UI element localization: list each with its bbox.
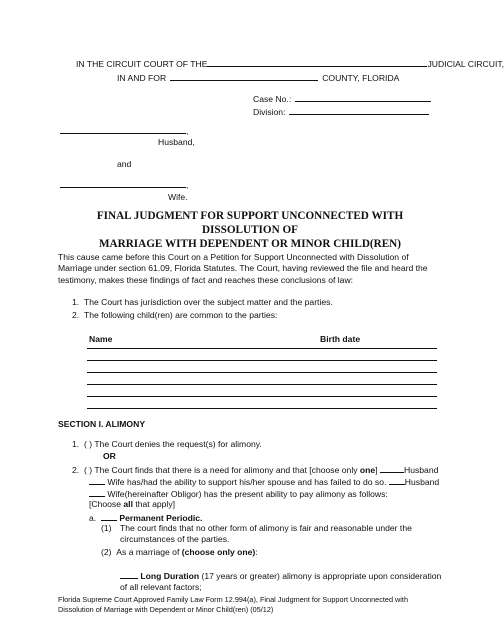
- wife-label: Wife.: [168, 192, 188, 202]
- subitem-1-text: The court finds that no other form of alimony is fair and reasonable under the circumstances of the parties.: [120, 523, 412, 545]
- wife-name-line[interactable]: [60, 187, 186, 188]
- document-title: FINAL JUDGMENT FOR SUPPORT UNCONNECTED WITH DISSOLUTION OF MARRIAGE WITH DEPENDENT OR MINOR CHILD(REN): [96, 210, 404, 250]
- alimony-denied-checkbox[interactable]: ( ): [83, 439, 93, 449]
- intro-paragraph: This cause came before this Court on a Petition for Support Unconnected with Dissolution of Marriage under section 61.09, Florida Statutes. The Court, having reviewed the file and heard the testimony, makes these findings of fact and reaches these conclusions of law:: [58, 252, 428, 285]
- husband-choice-blank[interactable]: [380, 463, 404, 473]
- child-row-line[interactable]: [87, 348, 437, 349]
- judicial-circuit-blank[interactable]: [207, 57, 427, 67]
- alimony-item-1: 1. ( ) The Court denies the request(s) for alimony.: [72, 439, 262, 449]
- wife-choice-blank[interactable]: [89, 475, 105, 485]
- division-row: Division:: [253, 105, 429, 117]
- child-row-line[interactable]: [87, 396, 437, 397]
- finding-2: 2. The following child(ren) are common to the parties:: [72, 310, 278, 320]
- husband-label: Husband,: [158, 137, 195, 147]
- form-page: IN THE CIRCUIT COURT OF THE JUDICIAL CIRCUIT, IN AND FOR COUNTY, FLORIDA Case No.: Division: , Husband, and , Wife. FINAL JUDGMENT FOR SUPPORT UNCONNECTED WITH DISSOLUTION OF MARRIAGE WITH DEPENDENT OR MINOR CHILD(REN) This cause came before this Court on a Petition for Support Unconnected with Dissolution of Marriage under section 61.09, Florida Statutes. The Court, having reviewed the file and heard the testimony, makes these findings of fact and reaches these conclusions of law: 1. The Court has jurisdiction over the subject matter and the parties. 2. The following child(ren) are common to the parties: Name Birth date SECTION I. ALIMONY 1. ( ) The Court denies the request(s) for alimony. OR 2. ( ) The Court finds that there is a need for alimony and that [choose only one] Husband Wife has/had the ability to support his/her spouse and has failed to do so. Husband Wife(hereinafter Obligor) has the present ability to pay alimony as follows: [Choose all that apply] a. Permanent Periodic. (1) The court finds that no other form of alimony is fair and reasonable under the circumstances of the parties. (2) As a marriage of (choose only one): Long Duration (17 years or greater) alimony is appropriate upon consideration of all relevant factors; Florida Supreme Court Approved Family Law Form 12.994(a), Final Judgment for Support Unconnected with Dissolution of Marriage with Dependent or Minor Child(ren) (05/12): [58, 59, 504, 614]
- division-field[interactable]: [289, 105, 429, 115]
- subitem-2: (2) As a marriage of (choose only one):: [101, 547, 258, 557]
- long-duration-option: Long Duration (17 years or greater) alimony is appropriate upon consideration of all relevant factors;: [120, 571, 442, 593]
- obligor-husband-blank[interactable]: [389, 475, 405, 485]
- alimony-item-2-line3: Wife(hereinafter Obligor) has the present ability to pay alimony as follows:: [89, 487, 388, 499]
- permanent-periodic-option: a. Permanent Periodic.: [89, 513, 203, 523]
- child-row-line[interactable]: [87, 360, 437, 361]
- child-row-line[interactable]: [87, 408, 437, 409]
- finding-1: 1. The Court has jurisdiction over the subject matter and the parties.: [72, 297, 333, 307]
- court-caption-line1: IN THE CIRCUIT COURT OF THE JUDICIAL CIRCUIT,: [76, 59, 504, 69]
- county-blank[interactable]: [170, 71, 318, 81]
- court-caption-line2: IN AND FOR COUNTY, FLORIDA: [117, 73, 400, 83]
- choose-all-instruction: [Choose all that apply]: [89, 499, 176, 509]
- section-heading: SECTION I. ALIMONY: [58, 419, 146, 429]
- long-duration-blank[interactable]: [120, 569, 138, 579]
- alimony-item-2-line2: Wife has/had the ability to support his/her spouse and has failed to do so. Husband: [89, 475, 439, 487]
- husband-name-line[interactable]: [60, 133, 186, 134]
- permanent-periodic-blank[interactable]: [101, 511, 117, 521]
- case-no-field[interactable]: [295, 92, 431, 102]
- child-row-line[interactable]: [87, 384, 437, 385]
- alimony-item-2: 2. ( ) The Court finds that there is a need for alimony and that [choose only one] Husband: [72, 465, 439, 475]
- obligor-wife-blank[interactable]: [89, 487, 105, 497]
- birth-date-column-header: Birth date: [320, 334, 361, 344]
- name-column-header: Name: [89, 334, 113, 344]
- and-label: and: [117, 159, 132, 169]
- form-footer: Florida Supreme Court Approved Family Law Form 12.994(a), Final Judgment for Support Unconnected with Dissolution of Marriage with Dependent or Minor Child(ren) (05/12): [58, 595, 409, 614]
- alimony-need-checkbox[interactable]: ( ): [83, 465, 93, 475]
- child-row-line[interactable]: [87, 372, 437, 373]
- or-label: OR: [103, 451, 116, 461]
- case-no-row: Case No.:: [253, 92, 431, 104]
- subitem-1-num: (1): [101, 523, 112, 533]
